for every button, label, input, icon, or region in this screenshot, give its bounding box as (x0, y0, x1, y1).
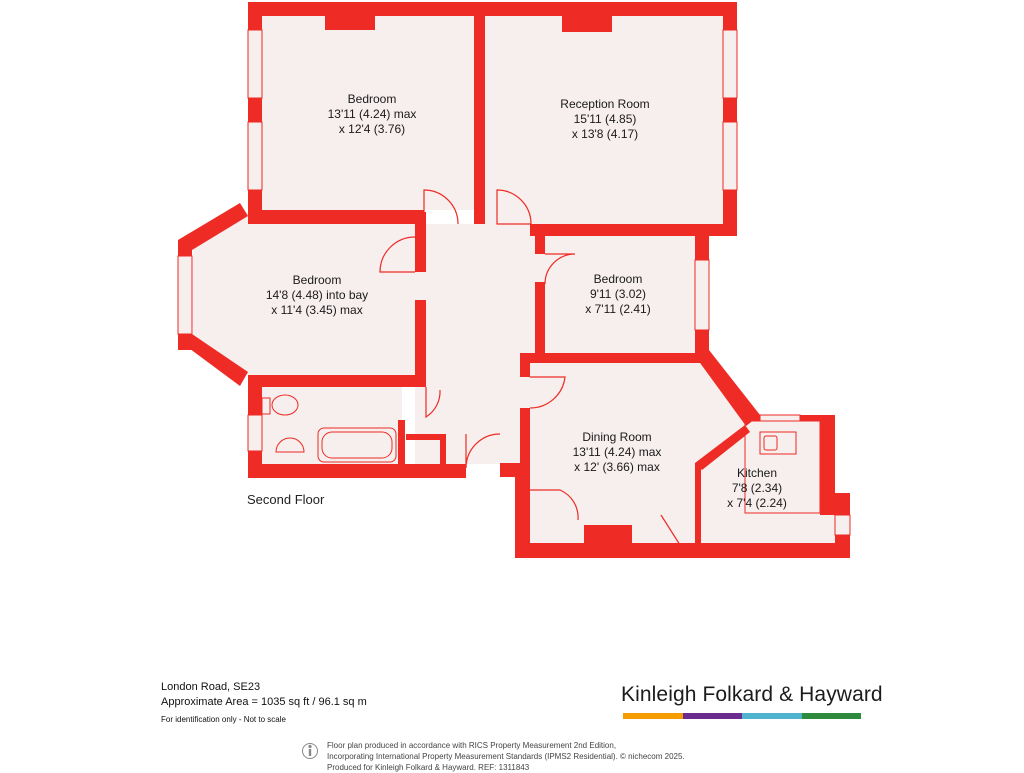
address-block (161, 680, 367, 727)
room-name: Bedroom (347, 92, 397, 106)
room-dim-2: x 7'4 (2.24) (727, 496, 787, 510)
room-dining (557, 430, 677, 475)
room-reception (545, 97, 665, 142)
room-bedroom-2 (257, 273, 377, 318)
room-dim-1: 13'11 (4.24) max (572, 445, 662, 459)
disclaimer: For identification only - Not to scale (161, 715, 286, 724)
room-kitchen (717, 466, 797, 511)
room-name: Kitchen (736, 466, 778, 480)
info-person-icon (302, 740, 318, 762)
room-dim-2: x 13'8 (4.17) (571, 127, 639, 141)
room-name: Dining Room (582, 430, 652, 444)
brand-color-3 (742, 713, 802, 719)
room-dim-1: 14'8 (4.48) into bay (265, 288, 369, 302)
room-dim-2: x 12' (3.66) max (574, 460, 660, 474)
brand-color-bar (623, 713, 861, 719)
brand-color-4 (802, 713, 862, 719)
room-dim-2: x 7'11 (2.41) (585, 302, 651, 316)
room-dim-1: 7'8 (2.34) (731, 481, 783, 495)
room-dim-1: 13'11 (4.24) max (327, 107, 417, 121)
floor-label: Second Floor (247, 492, 325, 507)
brand-color-2 (683, 713, 743, 719)
footer-line-2: Incorporating International Property Measurement Standards (IPMS2 Residential). © nichecom 2025. (327, 752, 685, 761)
brand-color-1 (623, 713, 683, 719)
room-dim-1: 15'11 (4.85) (573, 112, 637, 126)
room-name: Bedroom (292, 273, 342, 287)
room-dim-1: 9'11 (3.02) (589, 287, 647, 301)
area-line: Approximate Area = 1035 sq ft / 96.1 sq m (161, 696, 367, 708)
room-dim-2: x 11'4 (3.45) max (271, 303, 363, 317)
footer-text (327, 740, 685, 773)
room-dim-2: x 12'4 (3.76) (338, 122, 406, 136)
footer-line-3: Produced for Kinleigh Folkard & Hayward. REF: 1311843 (327, 763, 530, 772)
room-bedroom-1 (312, 92, 432, 137)
room-bedroom-3 (558, 272, 678, 317)
address-line: London Road, SE23 (161, 681, 261, 693)
room-name: Bedroom (593, 272, 643, 286)
footer-line-1: Floor plan produced in accordance with RICS Property Measurement 2nd Edition, (327, 741, 617, 750)
brand-name: Kinleigh Folkard & Hayward (621, 683, 883, 706)
room-name: Reception Room (560, 97, 650, 111)
